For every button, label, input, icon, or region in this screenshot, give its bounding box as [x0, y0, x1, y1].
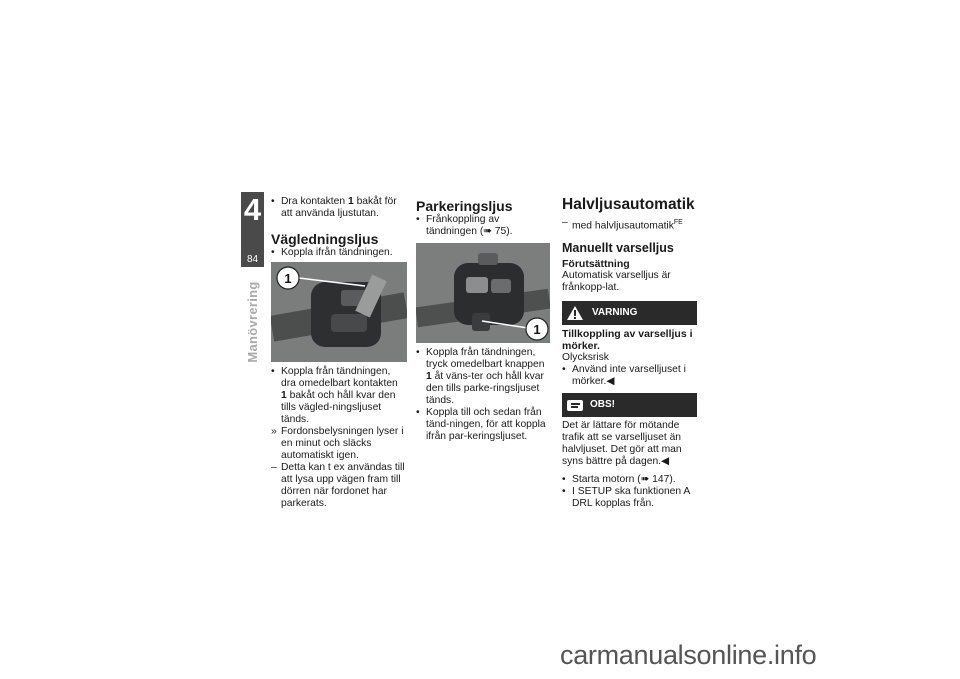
- option-item: – med halvljusautomatik$^{FE}$: [562, 217, 683, 232]
- list-item: • Starta motorn (➠ 147).: [562, 474, 676, 486]
- list-item: • Koppla från tändningen, dra omedelbart kontakten 1 bakåt och håll kvar den tills vägled-ningsljuset tänds.: [271, 366, 398, 425]
- handlebar-switch-image: [416, 243, 550, 343]
- chapter-number: 4: [243, 192, 262, 227]
- warning-title: Tillkoppling av varselljus i mörker.: [562, 328, 693, 353]
- note-bar: OBS!: [562, 393, 697, 417]
- photo-callout: 1: [533, 322, 541, 337]
- handlebar-photo-right: [416, 243, 550, 343]
- result-item: » Fordonsbelysningen lyser i en minut och släcks automatiskt igen.: [271, 426, 404, 461]
- list-item: • Frånkoppling av tändningen (➠ 75).: [416, 214, 513, 237]
- watermark: carmanualsonline.info: [560, 640, 817, 670]
- list-item: • Koppla ifrån tändningen.: [271, 247, 393, 258]
- list-item: • Koppla till och sedan från tänd-ningen, för att koppla ifrån par-keringsljuset.: [416, 407, 546, 442]
- column-3: [562, 196, 697, 510]
- note-item: – Detta kan t ex användas till att lysa upp vägen fram till dörren när fordonet har parkerats.: [271, 462, 405, 509]
- column-1: [271, 196, 406, 259]
- subsection-heading: Manuellt varselljus: [562, 241, 674, 256]
- list-item: • Använd inte varselljuset i mörker.◀: [562, 364, 686, 388]
- note-hand-icon: [566, 397, 584, 413]
- prereq-text: Automatisk varselljus är frånkopp-lat.: [562, 270, 671, 294]
- warning-bar: VARNING: [562, 301, 697, 325]
- photo-callout: 1: [284, 271, 292, 286]
- warning-triangle-icon: [566, 305, 584, 321]
- chapter-title: Manövrering: [245, 281, 260, 363]
- column-2-lower: [416, 347, 550, 443]
- list-item: • I SETUP ska funktionen A DRL kopplas från.: [562, 486, 690, 510]
- section-heading: Vägledningsljus: [271, 231, 379, 247]
- section-title: Halvljusautomatik: [562, 196, 695, 213]
- handlebar-photo-left: [271, 262, 407, 362]
- page-number: 84: [241, 253, 264, 267]
- section-heading: Parkeringsljus: [416, 198, 513, 214]
- warning-risk: Olycksrisk: [562, 352, 609, 364]
- list-item: • Dra kontakten 1 bakåt för att använda ljustutan.: [271, 196, 397, 219]
- column-2: [416, 198, 550, 238]
- list-item: • Koppla från tändningen, tryck omedelbart knappen 1 åt väns-ter och håll kvar den tills parke-ringsljuset tänds.: [416, 347, 545, 406]
- handlebar-switch-image: [271, 262, 407, 362]
- prereq-label: Förutsättning: [562, 258, 630, 271]
- note-text: Det är lättare för mötande trafik att se varselljuset än halvljuset. Det gör att man syns bättre på dagen.◀: [562, 420, 682, 468]
- column-1-lower: [271, 366, 406, 510]
